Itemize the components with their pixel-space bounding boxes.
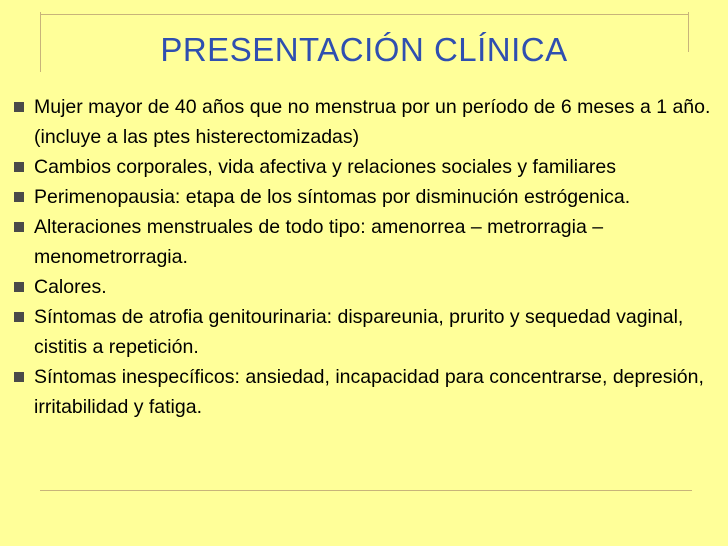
square-bullet-icon bbox=[14, 312, 24, 322]
bullet-text: Cambios corporales, vida afectiva y relaciones sociales y familiares bbox=[34, 156, 616, 178]
frame-line-top bbox=[40, 14, 688, 15]
square-bullet-icon bbox=[14, 282, 24, 292]
bullet-text: Mujer mayor de 40 años que no menstrua por un período de 6 meses a 1 año. (incluye a las ptes histerectomizadas) bbox=[34, 96, 711, 148]
bullet-list bbox=[14, 92, 720, 422]
bullet-item bbox=[14, 362, 720, 422]
square-bullet-icon bbox=[14, 192, 24, 202]
bullet-item bbox=[14, 182, 720, 212]
slide-title: PRESENTACIÓN CLÍNICA bbox=[160, 31, 568, 68]
bullet-text: Síntomas inespecíficos: ansiedad, incapacidad para concentrarse, depresión, irritabilidad y fatiga. bbox=[34, 366, 704, 418]
bullet-item bbox=[14, 272, 720, 302]
bullet-text: Calores. bbox=[34, 276, 107, 298]
bullet-item bbox=[14, 92, 720, 152]
bullet-item bbox=[14, 302, 720, 362]
bullet-item bbox=[14, 212, 720, 272]
bullet-item bbox=[14, 152, 720, 182]
square-bullet-icon bbox=[14, 222, 24, 232]
square-bullet-icon bbox=[14, 102, 24, 112]
frame-line-bottom bbox=[40, 490, 692, 491]
square-bullet-icon bbox=[14, 372, 24, 382]
bullet-text: Síntomas de atrofia genitourinaria: dispareunia, prurito y sequedad vaginal, cistitis a repetición. bbox=[34, 306, 684, 358]
bullet-text: Alteraciones menstruales de todo tipo: amenorrea – metrorragia – menometrorragia. bbox=[34, 216, 604, 268]
square-bullet-icon bbox=[14, 162, 24, 172]
bullet-text: Perimenopausia: etapa de los síntomas por disminución estrógenica. bbox=[34, 186, 631, 208]
